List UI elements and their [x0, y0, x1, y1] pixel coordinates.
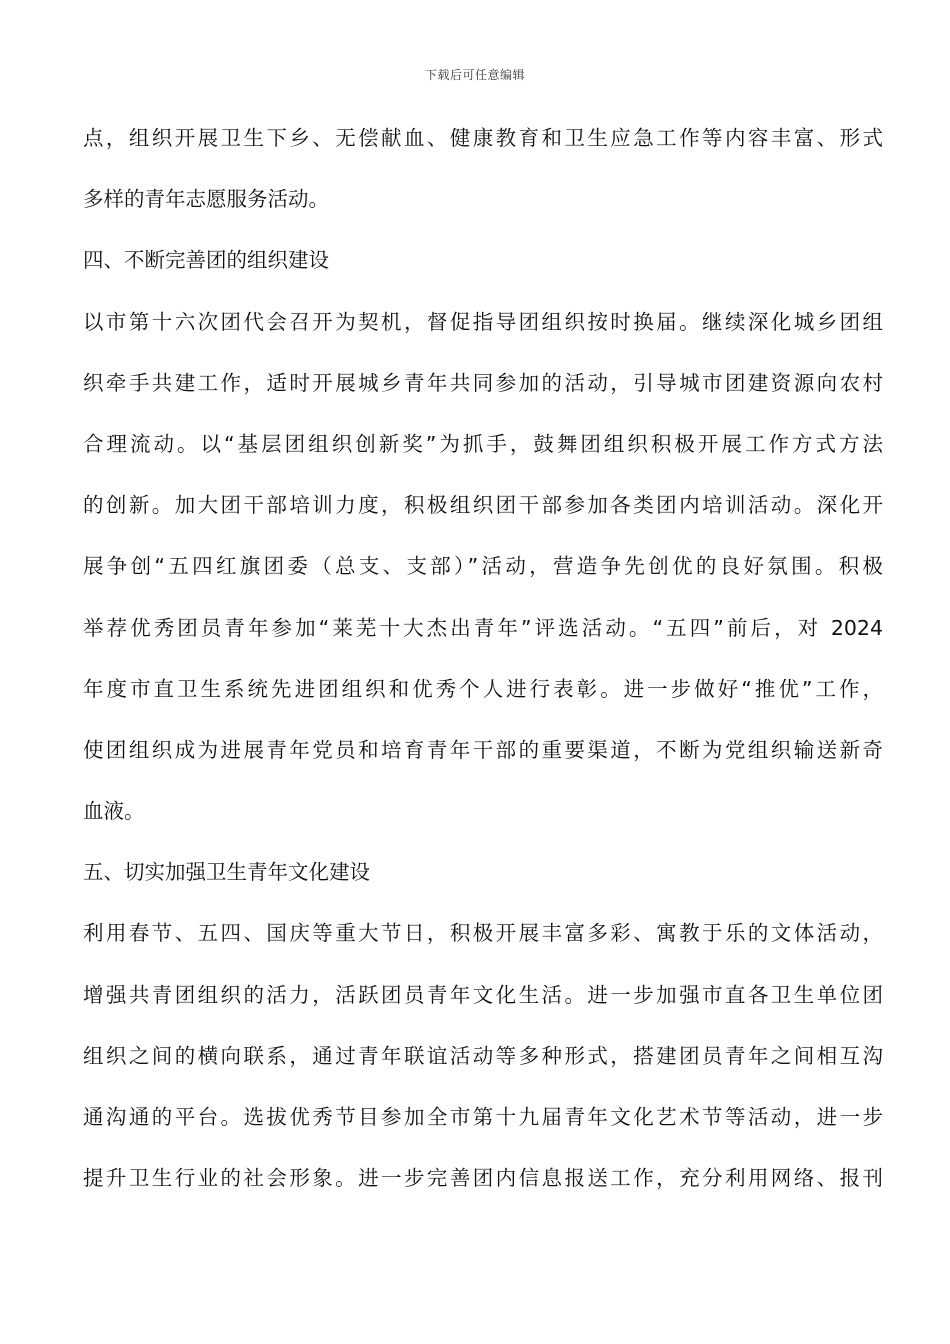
- header-note: 下载后可任意编辑: [424, 68, 525, 82]
- body-line: 以市第十六次团代会召开为契机，督促指导团组织按时换届。继续深化城乡团组: [83, 309, 883, 334]
- body-line: 组织之间的横向联系，通过青年联谊活动等多种形式，搭建团员青年之间相互沟: [83, 1043, 883, 1068]
- body-line: 的创新。加大团干部培训力度，积极组织团干部参加各类团内培训活动。深化开: [83, 493, 883, 518]
- body-line: 多样的青年志愿服务活动。: [83, 187, 329, 212]
- body-line: 点，组织开展卫生下乡、无偿献血、健康教育和卫生应急工作等内容丰富、形式: [83, 126, 883, 150]
- body-line: 血液。: [83, 799, 145, 824]
- body-line: 利用春节、五四、国庆等重大节日，积极开展丰富多彩、寓教于乐的文体活动，: [83, 921, 883, 946]
- body-line: 织牵手共建工作，适时开展城乡青年共同参加的活动，引导城市团建资源向农村: [83, 370, 883, 395]
- section-heading: 五、切实加强卫生青年文化建设: [83, 860, 370, 885]
- section-heading: 四、不断完善团的组织建设: [83, 248, 329, 273]
- body-line: 提升卫生行业的社会形象。进一步完善团内信息报送工作，充分利用网络、报刊: [83, 1166, 883, 1191]
- body-line: 举荐优秀团员青年参加“莱芜十大杰出青年”评选活动。“五四”前后，对 2024: [83, 615, 883, 640]
- body-line: 增强共青团组织的活力，活跃团员青年文化生活。进一步加强市直各卫生单位团: [83, 982, 883, 1007]
- body-line: 合理流动。以“基层团组织创新奖”为抓手，鼓舞团组织积极开展工作方式方法: [83, 431, 883, 456]
- document-body: [83, 108, 883, 1209]
- body-line: 展争创“五四红旗团委（总支、支部）”活动，营造争先创优的良好氛围。积极: [83, 554, 883, 579]
- body-line: 使团组织成为进展青年党员和培育青年干部的重要渠道，不断为党组织输送新奇: [83, 737, 883, 762]
- body-line: 年度市直卫生系统先进团组织和优秀个人进行表彰。进一步做好“推优”工作，: [83, 676, 883, 701]
- body-line: 通沟通的平台。选拔优秀节目参加全市第十九届青年文化艺术节等活动，进一步: [83, 1105, 883, 1129]
